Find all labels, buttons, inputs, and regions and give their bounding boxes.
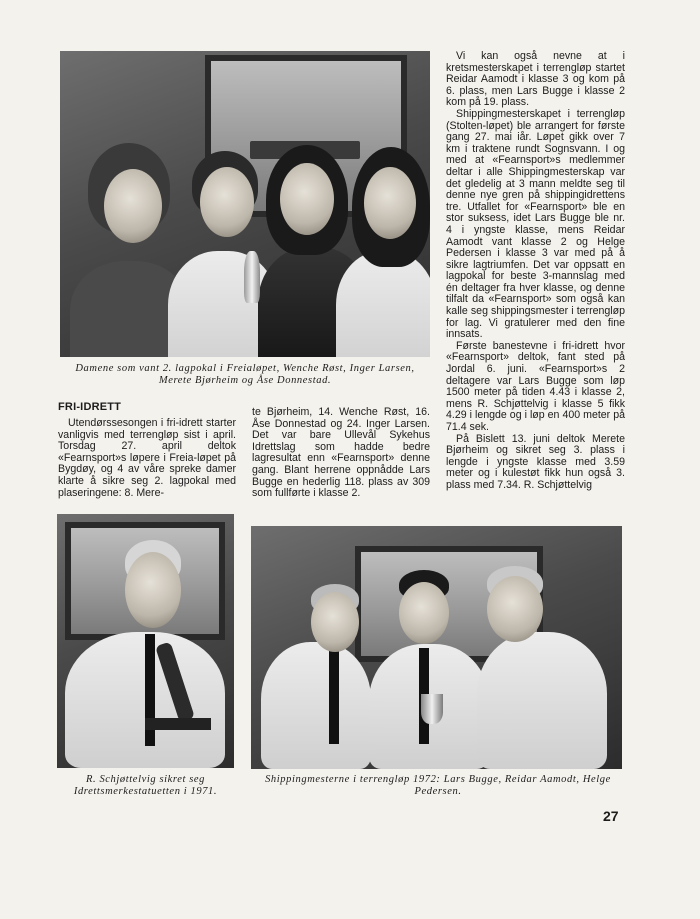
- photo-women-with-trophy: [60, 51, 430, 357]
- man-1-tie: [329, 648, 339, 744]
- article-paragraph: te Bjørheim, 14. Wenche Røst, 16. Åse Donnestad og 24. Inger Larsen. Det var bare Ullevål Sykehus Idrettslag som hadde bedre lagresultat enn «Fearnsport» denne gang. Blant herrene oppnådde Lars Bugge en hederlig 118. plass av 309 som fullførte i klasse 2.: [252, 406, 430, 500]
- man-3-face: [487, 576, 543, 642]
- article-left-column: [58, 418, 236, 499]
- man-2-face: [399, 582, 449, 644]
- article-paragraph: Første banestevne i fri-idrett hvor «Fearnsport» deltok, fant sted på Jordal 6. juni. «Fearnsport»s 2 deltagere var Lars Bugge som løp 1500 meter på tiden 4.43 i klasse 2, mens R. Schjøttelvig i klasse 5 fikk 4.29 i lengde og i løp en 400 meter på 71.4 sek.: [446, 339, 625, 433]
- page-number: 27: [603, 808, 619, 824]
- section-heading: FRI-IDRETT: [58, 401, 122, 413]
- article-middle-column: [252, 407, 430, 500]
- article-paragraph: På Bislett 13. juni deltok Merete Bjørheim og sikret seg 3. plass i lengde i yngste klasse med 3.59 meter og i kulestøt fikk hun også 3. plass med 7.34. R. Schjøttelvig: [446, 432, 625, 491]
- man-1-body: [261, 642, 371, 769]
- photo-man-with-statuette: [57, 514, 234, 768]
- statuette-base: [145, 718, 211, 730]
- woman-4-face: [364, 167, 416, 239]
- woman-2-face: [200, 167, 254, 237]
- caption-bottom-right-photo: Shippingmesterne i terrengløp 1972: Lars Bugge, Reidar Aamodt, Helge Pedersen.: [265, 774, 611, 797]
- man-3-body: [477, 632, 607, 769]
- article-right-column: [446, 51, 625, 492]
- article-paragraph: Shippingmesterskapet i terrengløp (Stolten-løpet) ble arrangert for første gang 27. mai iår. Løpet gikk over 7 km i traktene rundt Sognsvann. I og med at «Fearnsport»s medlemmer deltar i alle Shippingmesterskap var det gledelig at 3 mann meldte seg til denne nye gren på shippingidrettens tre. Utfallet for «Fearnsport» ble en stor suksess, idet Lars Bugge ble nr. 4 i yngste klasse, mens Reidar Aamodt vant klasse 2 og Helge Pedersen i klasse 3 var med på å sikre lagtriumfen. Det var oppsatt en lagpokal for beste 3-mannslag med én deltager fra hver klasse, og denne tilfalt da «Fearnsport» som også kan kalle seg shippingsmester i terrengløp for lag. Vi gratulerer med den fine innsats.: [446, 107, 625, 341]
- man-face: [125, 552, 181, 628]
- photo-shipping-champions: [251, 526, 622, 769]
- woman-1-face: [104, 169, 162, 243]
- article-paragraph: Utendørssesongen i fri-idrett starter vanligvis med terrengløp sist i april. Torsdag 27. april deltok «Fearnsport»s løpere i Freia-løpet på Bygdøy, og 4 av våre spreke damer klarte å sikre seg 2. lagpokal med plaseringene: 8. Mere-: [58, 417, 236, 499]
- caption-top-photo: Damene som vant 2. lagpokal i Freialøpet, Wenche Røst, Inger Larsen, Merete Bjørheim og Åse Donnestad.: [75, 363, 415, 386]
- caption-bottom-left-photo: R. Schjøttelvig sikret seg Idrettsmerkestatuetten i 1971.: [73, 774, 218, 797]
- woman-3-face: [280, 163, 334, 235]
- trophy-icon: [421, 694, 443, 724]
- trophy-icon: [244, 251, 260, 303]
- man-1-face: [311, 592, 359, 652]
- article-paragraph: Vi kan også nevne at i kretsmesterskapet i terrengløp startet Reidar Aamodt i klasse 3 og kom på 6. plass, men Lars Bugge i klasse 2 kom på 19. plass.: [446, 50, 625, 109]
